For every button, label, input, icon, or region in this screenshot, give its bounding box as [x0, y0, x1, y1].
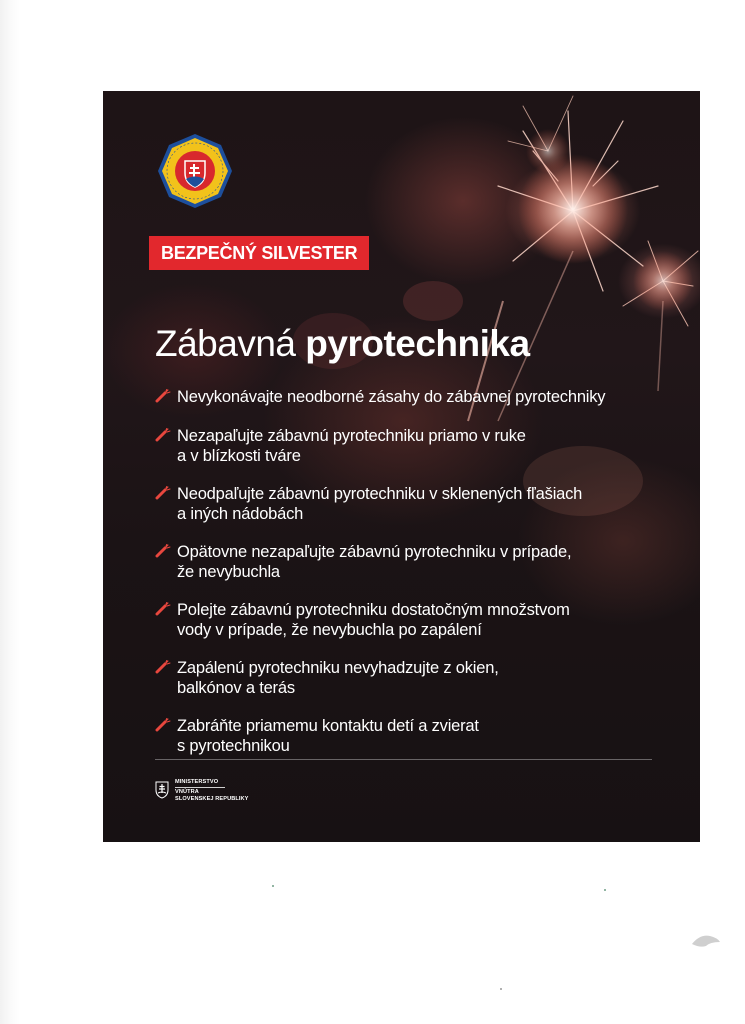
list-item: Nevykonávajte neodborné zásahy do zábavnej pyrotechniky: [155, 387, 675, 407]
slovak-coat-of-arms-icon: [155, 781, 169, 799]
poster: [103, 91, 700, 842]
firecracker-icon: [155, 718, 171, 732]
ministry-name: MINISTERSTVO VNÚTRA SLOVENSKEJ REPUBLIKY: [175, 779, 249, 802]
scan-speck: [500, 988, 502, 990]
list-item: Polejte zábavnú pyrotechniku dostatočným množstvom vody v prípade, že nevybuchla po zapálení: [155, 600, 675, 640]
firecracker-icon: [155, 602, 171, 616]
scan-speck: [272, 885, 274, 887]
scan-shadow-edge: [0, 0, 20, 1024]
firecracker-icon: [155, 544, 171, 558]
firecracker-icon: [155, 486, 171, 500]
page-title: [155, 323, 530, 365]
ministry-rule: [175, 787, 225, 788]
safety-rules-list: [155, 387, 675, 756]
footer-divider: [155, 759, 652, 760]
title-regular: Zábavná: [155, 323, 296, 364]
firecracker-icon: [155, 389, 171, 403]
title-bold: pyrotechnika: [305, 323, 530, 364]
campaign-badge: [149, 236, 369, 270]
fire-rescue-emblem: [157, 133, 233, 209]
list-item: Zabráňte priamemu kontaktu detí a zvierat s pyrotechnikou: [155, 716, 675, 756]
scan-speck: [604, 889, 606, 891]
firecracker-icon: [155, 660, 171, 674]
list-item: Opätovne nezapaľujte zábavnú pyrotechniku v prípade, že nevybuchla: [155, 542, 675, 582]
badge-label: BEZPEČNÝ SILVESTER: [161, 242, 358, 263]
list-item: Neodpaľujte zábavnú pyrotechniku v sklenených fľašiach a iných nádobách: [155, 484, 675, 524]
list-item: Nezapaľujte zábavnú pyrotechniku priamo v ruke a v blízkosti tváre: [155, 426, 675, 466]
scan-smudge: [690, 932, 722, 948]
list-item: Zapálenú pyrotechniku nevyhadzujte z okien, balkónov a terás: [155, 658, 675, 698]
firecracker-icon: [155, 428, 171, 442]
ministry-logo: [155, 779, 249, 803]
